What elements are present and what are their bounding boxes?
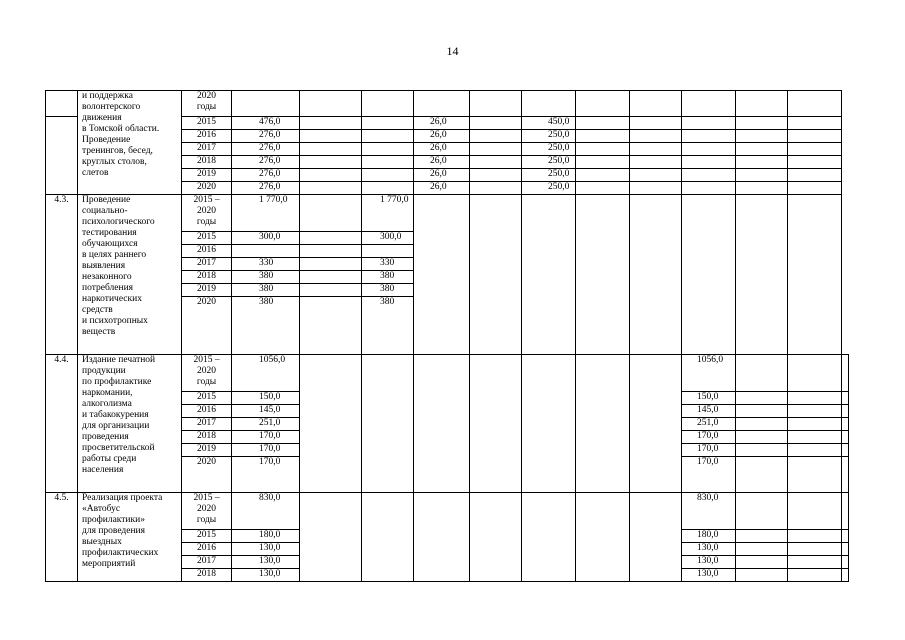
table-cell (736, 493, 788, 530)
table-cell (788, 431, 842, 444)
table-cell: 330 (232, 258, 300, 271)
text-line: профилактических (82, 548, 159, 558)
item-number: 4.5. (46, 493, 78, 582)
text-line: населения (82, 465, 124, 475)
table-cell: 2019 (182, 284, 232, 297)
table-cell (300, 284, 362, 297)
table-cell (630, 169, 682, 182)
table-cell (842, 444, 849, 457)
table-cell (470, 169, 522, 182)
table-cell (362, 169, 414, 182)
table-cell (630, 91, 682, 117)
table-cell: 380 (362, 284, 414, 297)
table-cell (470, 355, 522, 493)
table-cell: 2017 (182, 143, 232, 156)
table-cell (300, 156, 362, 169)
table-cell (630, 493, 682, 582)
table-cell (576, 182, 630, 195)
table-cell (842, 569, 849, 582)
table-cell: 380 (232, 271, 300, 284)
table-cell (736, 556, 788, 569)
text-line: волонтерского (82, 102, 141, 112)
table-cell: 2016 (182, 245, 232, 258)
table-cell: 150,0 (682, 392, 736, 405)
table-cell (736, 457, 788, 493)
table-cell: 276,0 (232, 169, 300, 182)
text-line: потребления (82, 283, 134, 293)
table-cell (842, 431, 849, 444)
table-cell (842, 457, 849, 493)
table-cell (522, 355, 576, 493)
table-cell (842, 418, 849, 431)
text-line: Проведение (82, 195, 131, 205)
table-cell (362, 130, 414, 143)
table-cell (736, 182, 788, 195)
table-cell (682, 130, 736, 143)
table-cell: 830,0 (682, 493, 736, 530)
text-line: 2020 (197, 504, 216, 514)
table-cell (788, 91, 842, 117)
table-cell (788, 569, 842, 582)
table-cell (522, 195, 576, 355)
text-line: в Томской области. (82, 124, 160, 134)
table-cell (576, 91, 630, 117)
table-cell: 2020 (182, 457, 232, 493)
table-cell: 2015 (182, 117, 232, 130)
table-cell: 1 770,0 (232, 195, 300, 232)
table-cell (300, 232, 362, 245)
table-cell (630, 130, 682, 143)
table-cell (576, 143, 630, 156)
table-cell: 130,0 (232, 543, 300, 556)
text-line: годы (196, 515, 217, 525)
text-line: Издание печатной (82, 355, 156, 365)
table-cell (232, 91, 300, 117)
table-cell: 250,0 (522, 169, 576, 182)
table-cell (470, 91, 522, 117)
table-cell (576, 195, 630, 355)
table-cell (362, 182, 414, 195)
table-cell (736, 569, 788, 582)
text-line: круглых столов, (82, 157, 147, 167)
text-line: годы (196, 217, 217, 227)
table-cell: 250,0 (522, 143, 576, 156)
table-cell: 2015 (182, 392, 232, 405)
table-cell: 130,0 (682, 556, 736, 569)
table-cell: 2015 (182, 530, 232, 543)
table-cell: 2016 (182, 543, 232, 556)
table-cell: 251,0 (232, 418, 300, 431)
text-line: психологического (82, 217, 155, 227)
item-number (46, 91, 78, 117)
text-line: продукции (82, 366, 126, 376)
table-cell (300, 91, 362, 117)
table-cell (362, 355, 414, 493)
table-cell (736, 355, 788, 392)
item-description (78, 493, 182, 582)
table-cell (470, 156, 522, 169)
table-cell: 170,0 (682, 457, 736, 493)
text-line: и табакокурения (82, 410, 149, 420)
table-cell (470, 143, 522, 156)
table-cell (300, 182, 362, 195)
table-cell (630, 117, 682, 130)
text-line: Проведение (82, 135, 131, 145)
table-cell (576, 169, 630, 182)
page-number: 14 (446, 44, 459, 58)
table-row (46, 493, 849, 530)
period-cell (182, 493, 232, 530)
table-cell: 1056,0 (682, 355, 736, 392)
item-description (78, 355, 182, 493)
table-cell (576, 156, 630, 169)
table-cell (788, 355, 842, 392)
text-line: обучающихся (82, 239, 138, 249)
table-cell (682, 117, 736, 130)
table-cell: 2017 (182, 556, 232, 569)
table-cell: 2018 (182, 156, 232, 169)
table-cell (682, 195, 736, 355)
text-line: просветительской (82, 443, 155, 453)
table-cell: 380 (232, 284, 300, 297)
table-cell (842, 543, 849, 556)
table-cell (788, 530, 842, 543)
table-cell: 380 (362, 271, 414, 284)
table-cell (736, 195, 788, 355)
text-line: в целях раннего (82, 250, 147, 260)
table-cell: 2020 (182, 182, 232, 195)
item-number: 4.3. (46, 195, 78, 355)
table-cell (736, 130, 788, 143)
table-cell (522, 91, 576, 117)
text-line: 2020 (197, 91, 216, 101)
table-cell: 251,0 (682, 418, 736, 431)
table-cell (300, 117, 362, 130)
text-line: для проведения (82, 526, 146, 536)
text-line: для организации (82, 421, 150, 431)
table-cell: 300,0 (232, 232, 300, 245)
table-cell (788, 182, 842, 195)
table-cell (300, 169, 362, 182)
table-cell (788, 143, 842, 156)
table-cell: 276,0 (232, 130, 300, 143)
table-cell (736, 530, 788, 543)
table-cell (788, 195, 842, 355)
table-cell (736, 169, 788, 182)
text-line: «Автобус (82, 504, 121, 514)
table-cell: 2017 (182, 258, 232, 271)
table-cell (788, 117, 842, 130)
table-cell (232, 245, 300, 258)
table-cell (362, 493, 414, 582)
table-cell (788, 543, 842, 556)
table-cell: 26,0 (414, 143, 470, 156)
table-cell: 180,0 (232, 530, 300, 543)
table-cell: 2016 (182, 130, 232, 143)
table-cell: 276,0 (232, 143, 300, 156)
text-line: профилактики» (82, 515, 145, 525)
period-cell (182, 355, 232, 392)
text-line: 2015 – (193, 195, 220, 205)
table-cell: 26,0 (414, 169, 470, 182)
table-cell (362, 156, 414, 169)
table-cell: 130,0 (682, 569, 736, 582)
table-cell: 170,0 (232, 457, 300, 493)
table-cell (788, 405, 842, 418)
table-cell: 330 (362, 258, 414, 271)
table-cell (470, 493, 522, 582)
text-line: проведения (82, 432, 129, 442)
text-line: 2015 – (193, 355, 220, 365)
table-cell (414, 91, 470, 117)
text-line: выявления (82, 261, 126, 271)
table-cell (300, 195, 362, 232)
table-cell (470, 182, 522, 195)
table-cell: 1 770,0 (362, 195, 414, 232)
table-cell: 170,0 (682, 444, 736, 457)
table-cell (788, 493, 842, 530)
table-cell: 26,0 (414, 130, 470, 143)
text-line: Реализация проекта (82, 493, 163, 503)
table-cell (300, 271, 362, 284)
table-cell (300, 493, 362, 582)
table-cell (788, 169, 842, 182)
table-cell (736, 143, 788, 156)
table-cell: 145,0 (682, 405, 736, 418)
table-cell (630, 195, 682, 355)
table-cell (736, 117, 788, 130)
table-cell (788, 444, 842, 457)
text-line: социально- (82, 206, 128, 216)
text-line: тренингов, бесед, (82, 146, 153, 156)
table-cell (362, 117, 414, 130)
table-cell (788, 556, 842, 569)
table-cell (576, 355, 630, 493)
table-cell (842, 392, 849, 405)
text-line: по профилактике (82, 377, 152, 387)
table-cell: 26,0 (414, 117, 470, 130)
text-line: выездных (82, 537, 122, 547)
table-cell: 26,0 (414, 156, 470, 169)
table-cell (736, 418, 788, 431)
table-cell: 250,0 (522, 130, 576, 143)
table-cell: 2018 (182, 569, 232, 582)
table-cell (300, 143, 362, 156)
table-cell: 2017 (182, 418, 232, 431)
table-cell: 130,0 (682, 543, 736, 556)
table-cell (736, 444, 788, 457)
table-cell (788, 392, 842, 405)
table-cell: 450,0 (522, 117, 576, 130)
table-cell: 830,0 (232, 493, 300, 530)
table-row (46, 195, 849, 232)
text-line: и психотропных (82, 316, 148, 326)
text-line: движения (82, 113, 122, 123)
table-cell: 250,0 (522, 156, 576, 169)
table-cell: 2019 (182, 169, 232, 182)
table-cell: 276,0 (232, 156, 300, 169)
table-cell: 2018 (182, 271, 232, 284)
table-cell: 380 (362, 297, 414, 355)
table-cell: 170,0 (232, 444, 300, 457)
table-cell (300, 258, 362, 271)
table-cell (736, 431, 788, 444)
item-description (78, 195, 182, 355)
text-line: средств (82, 305, 113, 315)
text-line: мероприятий (82, 559, 136, 569)
table-cell: 2019 (182, 444, 232, 457)
text-line: годы (196, 102, 217, 112)
table-cell: 380 (232, 297, 300, 355)
table-cell: 150,0 (232, 392, 300, 405)
text-line: 2020 (197, 206, 216, 216)
table-cell (414, 493, 470, 582)
table-cell (842, 556, 849, 569)
table-cell: 26,0 (414, 182, 470, 195)
table-cell (470, 195, 522, 355)
table-cell (736, 405, 788, 418)
table-cell (682, 169, 736, 182)
table-cell: 250,0 (522, 182, 576, 195)
program-table (45, 90, 849, 582)
table-cell (736, 392, 788, 405)
text-line: веществ (82, 327, 116, 337)
table-cell (842, 355, 849, 392)
table-cell: 180,0 (682, 530, 736, 543)
table-cell (682, 91, 736, 117)
table-cell: 476,0 (232, 117, 300, 130)
table-cell (300, 245, 362, 258)
text-line: 2020 (197, 366, 216, 376)
table-cell (470, 117, 522, 130)
text-line: наркотических (82, 294, 142, 304)
table-cell (682, 182, 736, 195)
text-line: тестирования (82, 228, 137, 238)
table-cell (300, 355, 362, 493)
table-cell (736, 91, 788, 117)
table-cell: 170,0 (232, 431, 300, 444)
table-cell (842, 493, 849, 530)
table-cell (682, 156, 736, 169)
table-cell (682, 143, 736, 156)
table-cell (576, 130, 630, 143)
table-cell (788, 457, 842, 493)
table-cell (522, 493, 576, 582)
table-row (46, 91, 849, 117)
table-cell: 276,0 (232, 182, 300, 195)
table-cell: 130,0 (232, 569, 300, 582)
table-cell: 170,0 (682, 431, 736, 444)
text-line: работы среди (82, 454, 137, 464)
table-cell (576, 493, 630, 582)
table-cell (362, 245, 414, 258)
period-cell (182, 195, 232, 232)
table-cell (300, 130, 362, 143)
text-line: и поддержка (82, 91, 133, 101)
table-cell (362, 91, 414, 117)
table-cell: 145,0 (232, 405, 300, 418)
table-cell: 2020 (182, 297, 232, 355)
table-cell (736, 543, 788, 556)
table-cell: 2015 (182, 232, 232, 245)
table-cell (630, 156, 682, 169)
table-cell: 130,0 (232, 556, 300, 569)
text-line: слетов (82, 168, 109, 178)
table-cell: 2018 (182, 431, 232, 444)
table-cell: 300,0 (362, 232, 414, 245)
table-cell (576, 117, 630, 130)
table-cell (470, 130, 522, 143)
table-cell (842, 530, 849, 543)
table-cell (300, 297, 362, 355)
table-cell (788, 418, 842, 431)
text-line: 2015 – (193, 493, 220, 503)
table-cell (414, 195, 470, 355)
period-cell (182, 91, 232, 117)
table-cell (630, 182, 682, 195)
table-cell (736, 156, 788, 169)
table-row (46, 355, 849, 392)
table-cell: 2016 (182, 405, 232, 418)
item-description (78, 91, 182, 195)
table-cell (630, 355, 682, 493)
text-line: алкоголизма (82, 399, 132, 409)
table-cell (630, 143, 682, 156)
item-number: 4.4. (46, 355, 78, 493)
table-cell (788, 156, 842, 169)
table-cell: 1056,0 (232, 355, 300, 392)
table-cell (842, 405, 849, 418)
text-line: незаконного (82, 272, 132, 282)
table-cell (362, 143, 414, 156)
table-cell (414, 355, 470, 493)
table-cell (46, 117, 78, 195)
text-line: годы (196, 377, 217, 387)
table-cell (788, 130, 842, 143)
text-line: наркомании, (82, 388, 133, 398)
